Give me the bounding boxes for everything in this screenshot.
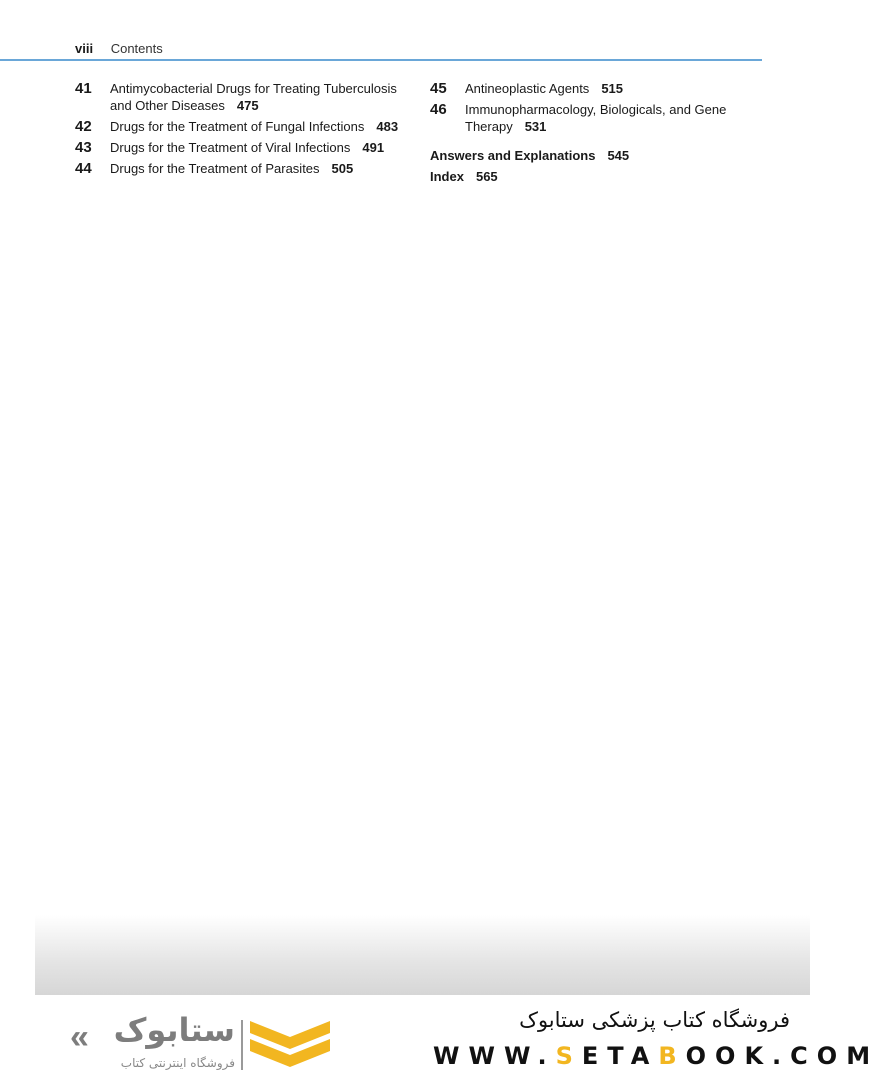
chapter-page: 531 bbox=[524, 119, 547, 134]
toc-right-column bbox=[430, 80, 770, 189]
chapter-title: Immunopharmacology, Biologicals, and Gene Therapy bbox=[465, 102, 727, 134]
brand-logo-text: ستابوک bbox=[113, 1011, 235, 1049]
toc-entry bbox=[75, 139, 405, 156]
chapter-number: 42 bbox=[75, 118, 92, 135]
chapter-number: 46 bbox=[430, 101, 447, 118]
chapter-title: Drugs for the Treatment of Viral Infections bbox=[110, 140, 351, 155]
chevrons-icon: « bbox=[70, 1018, 89, 1056]
chapter-page: 505 bbox=[331, 161, 354, 176]
logo-divider bbox=[241, 1020, 243, 1070]
extra-page: 545 bbox=[607, 148, 630, 163]
chapter-number: 44 bbox=[75, 160, 92, 177]
chapter-number: 41 bbox=[75, 80, 92, 97]
toc-entry bbox=[75, 118, 405, 135]
book-chevron-icon bbox=[250, 1015, 330, 1073]
extra-title: Index bbox=[430, 169, 464, 184]
chapter-title: Drugs for the Treatment of Parasites bbox=[110, 161, 320, 176]
chapter-page: 515 bbox=[601, 81, 624, 96]
header-rule bbox=[0, 59, 762, 61]
page-number: viii bbox=[75, 41, 94, 56]
toc-extra-entry bbox=[430, 147, 770, 164]
chapter-page: 491 bbox=[362, 140, 385, 155]
toc-entry bbox=[75, 160, 405, 177]
toc-left-column bbox=[75, 80, 405, 181]
chapter-title: Antineoplastic Agents bbox=[465, 81, 590, 96]
chapter-title: Antimycobacterial Drugs for Treating Tuberculosis and Other Diseases bbox=[110, 81, 397, 113]
brand-tagline: فروشگاه اینترنتی کتاب bbox=[120, 1056, 235, 1070]
chapter-number: 43 bbox=[75, 139, 92, 156]
toc-extra-entry bbox=[430, 168, 770, 185]
extra-title: Answers and Explanations bbox=[430, 148, 596, 163]
toc-entry bbox=[75, 80, 405, 114]
running-header bbox=[75, 41, 163, 56]
toc-entry bbox=[430, 80, 770, 97]
shop-url: WWW.SETABOOK.COM bbox=[433, 1042, 879, 1070]
chapter-page: 475 bbox=[236, 98, 259, 113]
chapter-number: 45 bbox=[430, 80, 447, 97]
header-title: Contents bbox=[110, 41, 163, 56]
page-bottom-shadow bbox=[35, 915, 810, 995]
extra-page: 565 bbox=[475, 169, 498, 184]
shop-title: فروشگاه کتاب پزشکی ستابوک bbox=[519, 1008, 790, 1032]
chapter-title: Drugs for the Treatment of Fungal Infections bbox=[110, 119, 365, 134]
chapter-page: 483 bbox=[376, 119, 399, 134]
toc-entry bbox=[430, 101, 770, 135]
